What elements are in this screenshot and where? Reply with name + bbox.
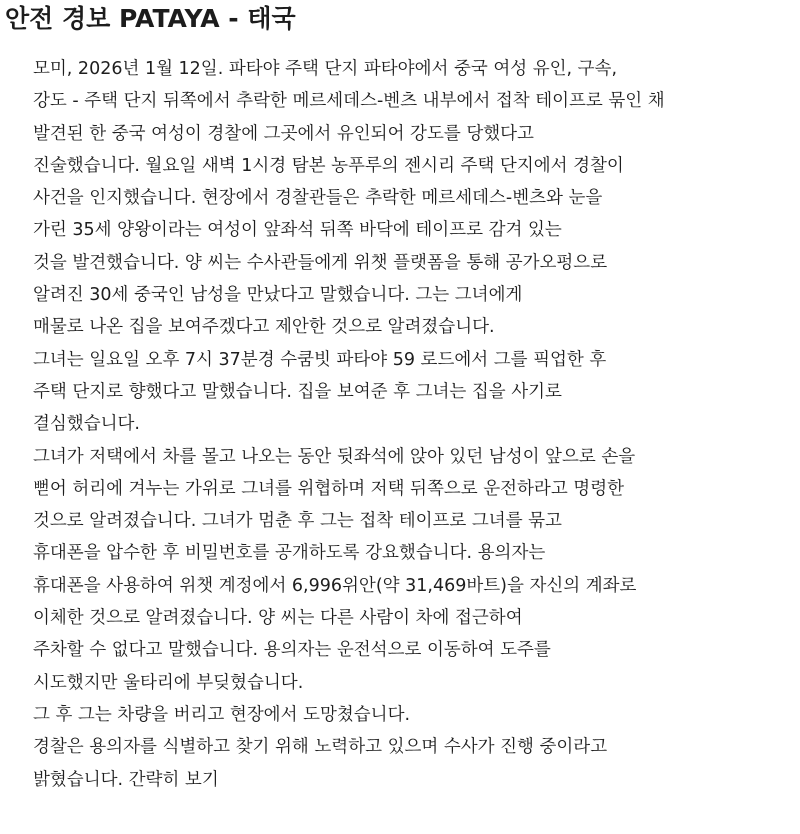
body-line: 결심했습니다. <box>33 414 140 435</box>
body-line: 밝혔습니다. 간략히 보기 <box>33 769 219 790</box>
body-line: 휴대폰을 압수한 후 비밀번호를 공개하도록 강요했습니다. 용의자는 <box>33 543 546 564</box>
body-line: 주택 단지로 향했다고 말했습니다. 집을 보여준 후 그녀는 집을 사기로 <box>33 381 562 402</box>
body-line: 주차할 수 없다고 말했습니다. 용의자는 운전석으로 이동하여 도주를 <box>33 640 551 661</box>
body-line: 뻗어 허리에 겨누는 가위로 그녀를 위협하며 저택 뒤쪽으로 운전하라고 명령한 <box>33 478 625 499</box>
body-line: 것으로 알려졌습니다. 그녀가 멈춘 후 그는 접착 테이프로 그녀를 묶고 <box>33 511 562 532</box>
body-line: 경찰은 용의자를 식별하고 찾기 위해 노력하고 있으며 수사가 진행 중이라고 <box>33 737 608 758</box>
body-line: 것을 발견했습니다. 양 씨는 수사관들에게 위챗 플랫폼을 통해 공가오펑으로 <box>33 252 608 273</box>
article-body <box>33 53 793 796</box>
body-line: 사건을 인지했습니다. 현장에서 경찰관들은 추락한 메르세데스-벤츠와 눈을 <box>33 188 603 209</box>
body-line: 그녀는 일요일 오후 7시 37분경 수쿰빗 파타야 59 로드에서 그를 픽업한 후 <box>33 349 607 370</box>
body-line: 가린 35세 양왕이라는 여성이 앞좌석 뒤쪽 바닥에 테이프로 감겨 있는 <box>33 220 562 241</box>
body-line: 그 후 그는 차량을 버리고 현장에서 도망쳤습니다. <box>33 704 411 725</box>
body-line: 강도 - 주택 단지 뒤쪽에서 추락한 메르세데스-벤츠 내부에서 접착 테이프로 묶인 채 <box>33 91 665 112</box>
body-line: 발견된 한 중국 여성이 경찰에 그곳에서 유인되어 강도를 당했다고 <box>33 123 534 144</box>
body-line: 매물로 나온 집을 보여주겠다고 제안한 것으로 알려졌습니다. <box>33 317 495 338</box>
body-line: 알려진 30세 중국인 남성을 만났다고 말했습니다. 그는 그녀에게 <box>33 285 523 306</box>
body-line: 이체한 것으로 알려졌습니다. 양 씨는 다른 사람이 차에 접근하여 <box>33 608 523 629</box>
article-title: 안전 경보 PATAYA - 태국 <box>5 4 296 33</box>
body-line: 그녀가 저택에서 차를 몰고 나오는 동안 뒷좌석에 앉아 있던 남성이 앞으로 손을 <box>33 446 636 467</box>
body-line: 휴대폰을 사용하여 위챗 계정에서 6,996위안(약 31,469바트)을 자신의 계좌로 <box>33 575 637 596</box>
body-line: 모미, 2026년 1월 12일. 파타야 주택 단지 파타야에서 중국 여성 유인, 구속, <box>33 59 618 79</box>
body-line: 시도했지만 울타리에 부딪혔습니다. <box>33 672 304 693</box>
body-line: 진술했습니다. 월요일 새벽 1시경 탐본 농푸루의 젠시리 주택 단지에서 경찰이 <box>33 155 624 176</box>
